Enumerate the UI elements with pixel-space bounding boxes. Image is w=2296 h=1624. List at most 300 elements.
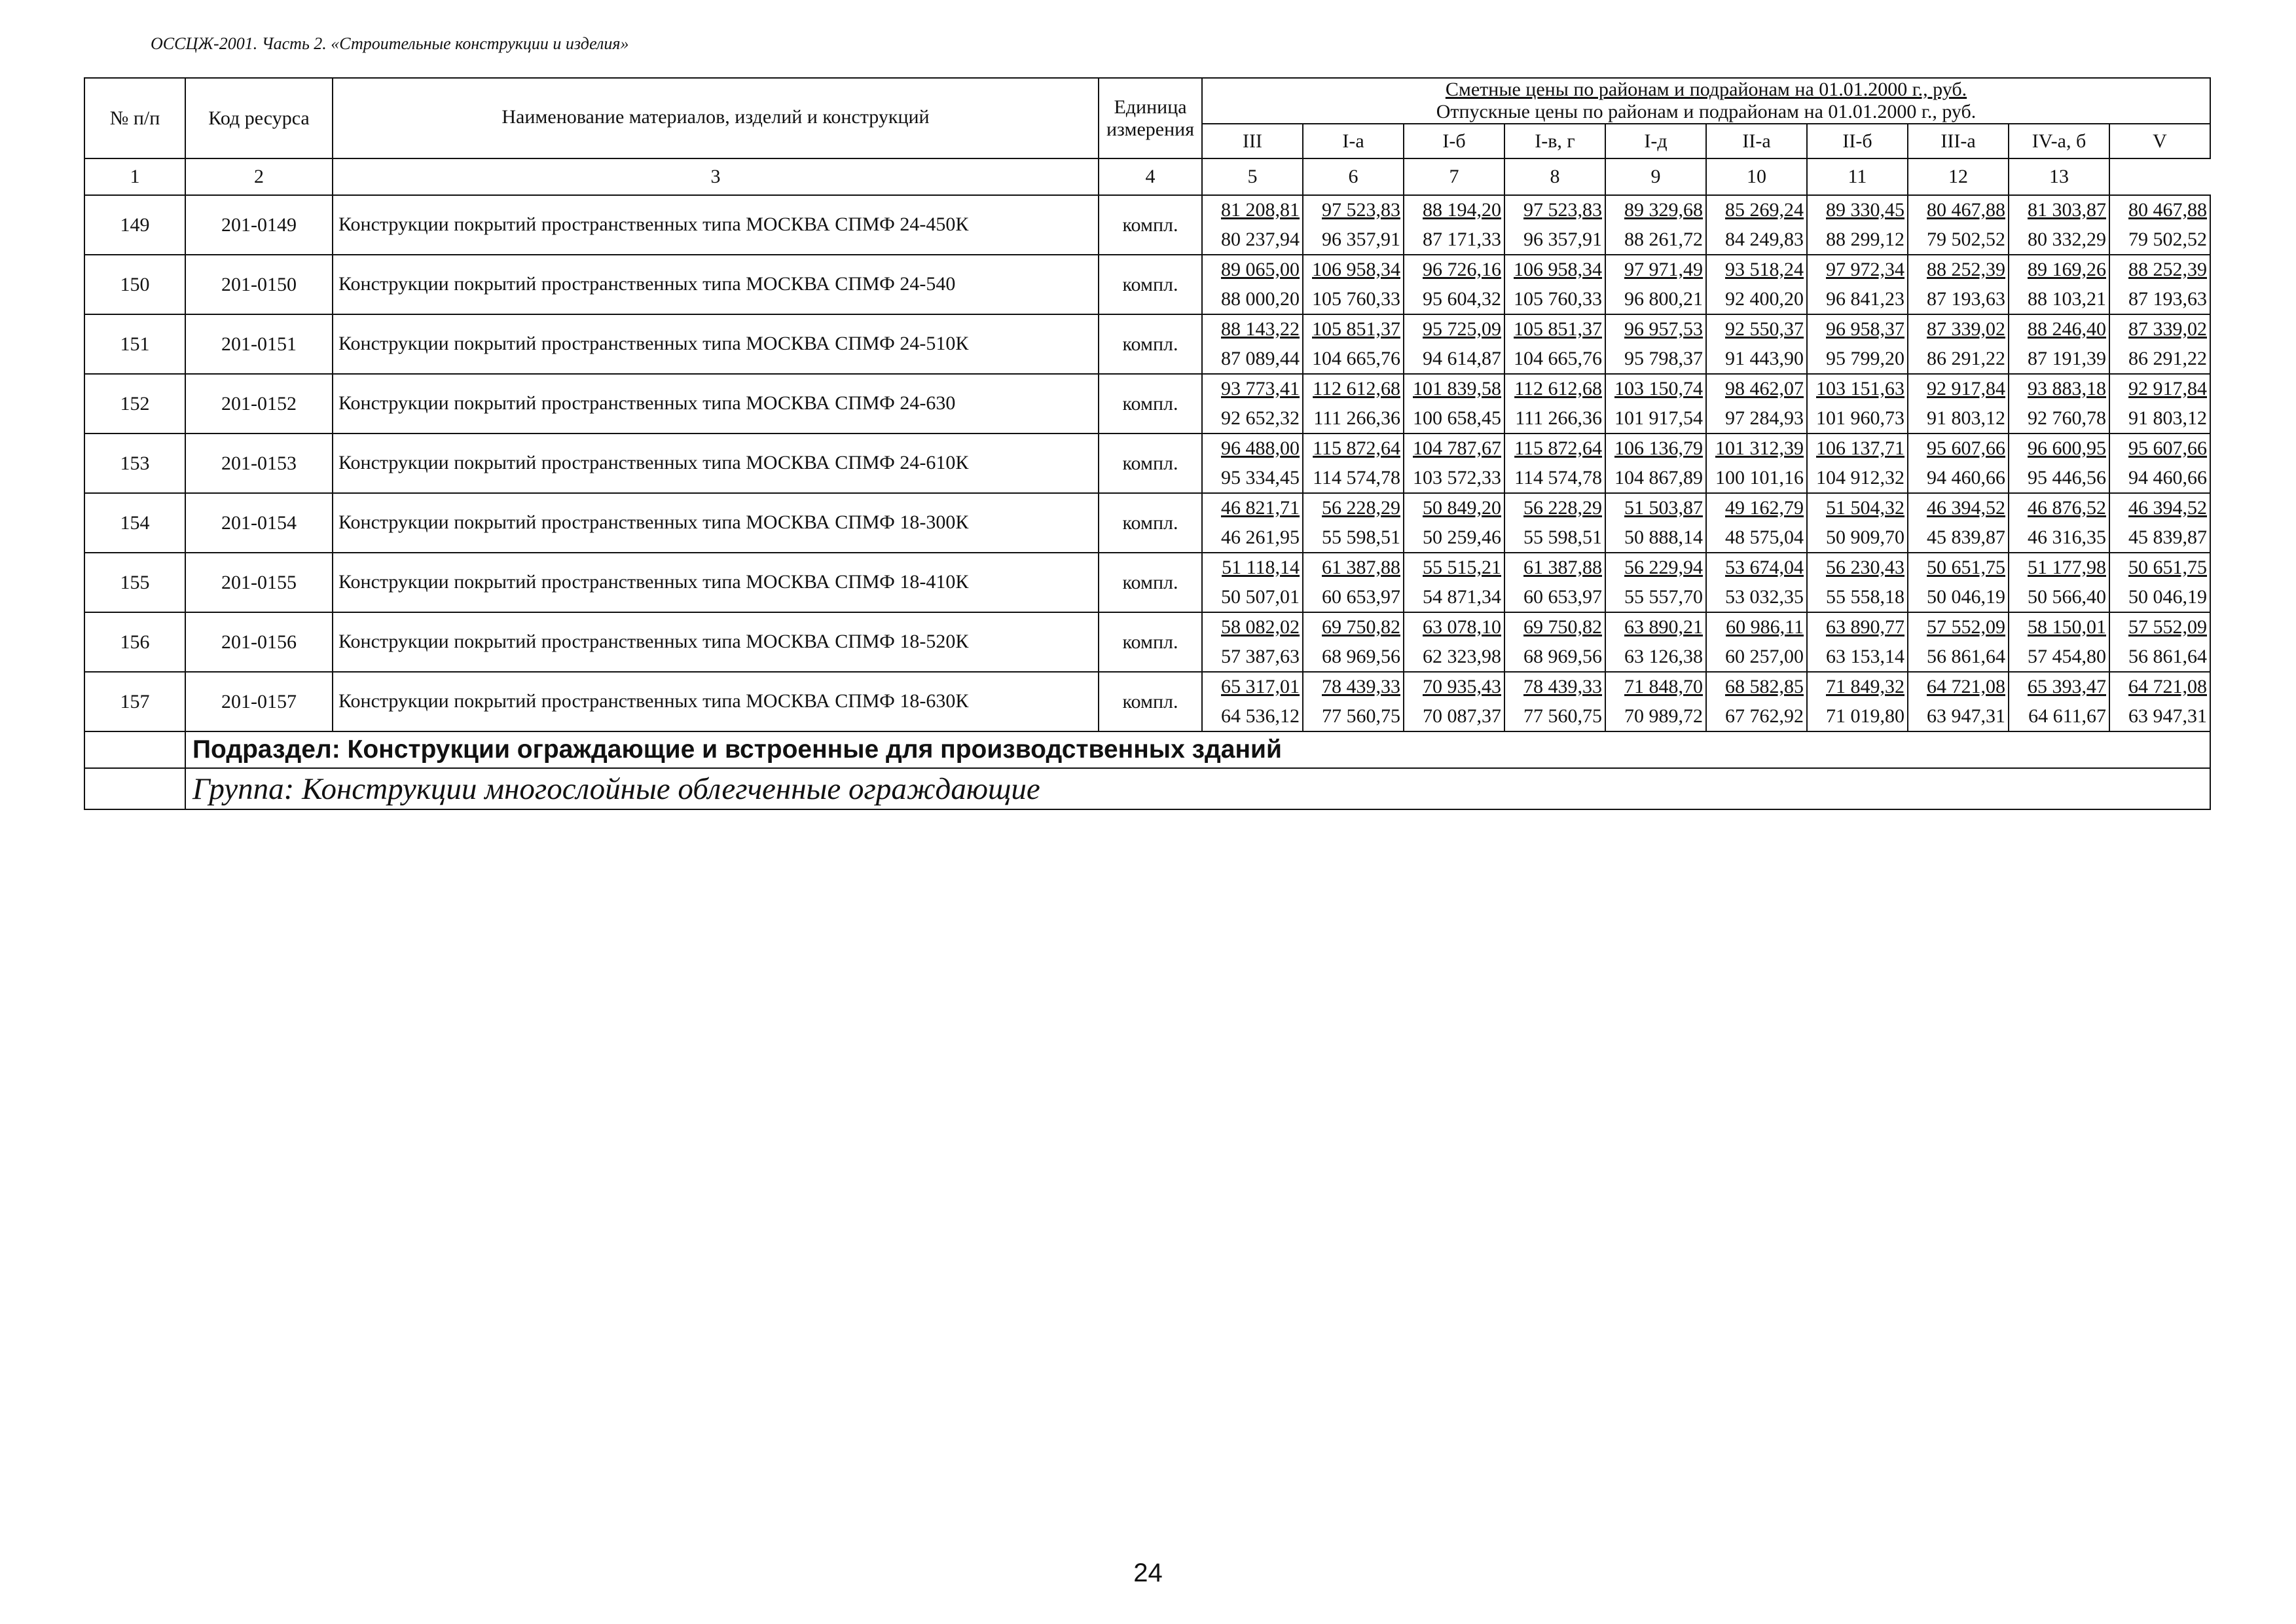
release-price: 87 171,33 [1423, 228, 1501, 250]
column-number: 13 [2009, 158, 2109, 195]
estimate-price: 96 957,53 [1624, 318, 1703, 340]
release-price: 95 604,32 [1423, 287, 1501, 310]
release-price: 96 800,21 [1624, 287, 1703, 310]
column-number: 4 [1099, 158, 1202, 195]
price-cell [2109, 493, 2210, 553]
estimate-price: 98 462,07 [1725, 378, 1804, 399]
estimate-price: 88 252,39 [2128, 259, 2207, 280]
price-cell [1404, 314, 1504, 374]
price-cell [1404, 672, 1504, 731]
price-cell [1303, 493, 1404, 553]
estimate-price: 61 387,88 [1523, 557, 1602, 578]
estimate-price: 56 228,29 [1523, 497, 1602, 519]
price-cell [1303, 374, 1404, 434]
release-price: 62 323,98 [1423, 645, 1501, 667]
table-row [84, 374, 2210, 434]
price-cell [1404, 195, 1504, 255]
column-number: 11 [1807, 158, 1908, 195]
row-index: 150 [84, 255, 185, 314]
release-price: 91 443,90 [1725, 347, 1804, 369]
release-price: 88 261,72 [1624, 228, 1703, 250]
estimate-price: 71 849,32 [1826, 676, 1904, 697]
price-cell [1706, 612, 1807, 672]
release-price: 114 574,78 [1313, 466, 1400, 489]
estimate-price: 69 750,82 [1523, 616, 1602, 638]
estimate-price: 51 503,87 [1624, 497, 1703, 519]
table-row [84, 672, 2210, 731]
release-price: 50 566,40 [2028, 585, 2106, 608]
estimate-price: 68 582,85 [1725, 676, 1804, 697]
release-price: 50 259,46 [1423, 526, 1501, 548]
price-cell [1504, 374, 1605, 434]
release-price: 63 153,14 [1826, 645, 1904, 667]
price-cell [1202, 374, 1303, 434]
price-cell [1706, 374, 1807, 434]
release-price: 55 557,70 [1624, 585, 1703, 608]
item-name: Конструкции покрытий пространственных типа МОСКВА СПМФ 24-540 [333, 255, 1099, 314]
price-cell [2109, 553, 2210, 612]
estimate-price: 92 917,84 [1927, 378, 2005, 399]
price-cell [1605, 493, 1706, 553]
estimate-price: 104 787,67 [1413, 437, 1501, 459]
unit: компл. [1099, 195, 1202, 255]
column-number: 8 [1504, 158, 1605, 195]
release-price: 111 266,36 [1313, 407, 1400, 429]
estimate-price: 115 872,64 [1514, 437, 1602, 459]
estimate-price: 88 143,22 [1221, 318, 1300, 340]
release-price: 87 193,63 [2128, 287, 2207, 310]
item-name: Конструкции покрытий пространственных типа МОСКВА СПМФ 24-610К [333, 434, 1099, 493]
estimate-price: 58 150,01 [2028, 616, 2106, 638]
price-cell [1605, 255, 1706, 314]
estimate-price: 97 971,49 [1624, 259, 1703, 280]
release-price: 77 560,75 [1523, 705, 1602, 727]
release-price: 77 560,75 [1322, 705, 1400, 727]
subsection-title: Подраздел: Конструкции ограждающие и встроенные для производственных зданий [185, 731, 2210, 768]
region-header: II-а [1706, 124, 1807, 158]
estimate-price: 63 078,10 [1423, 616, 1501, 638]
column-number: 1 [84, 158, 185, 195]
release-price: 80 332,29 [2028, 228, 2106, 250]
release-price: 55 558,18 [1826, 585, 1904, 608]
release-price: 63 947,31 [2128, 705, 2207, 727]
estimate-price: 57 552,09 [1927, 616, 2005, 638]
price-cell [1807, 314, 1908, 374]
release-price: 56 861,64 [2128, 645, 2207, 667]
page-number: 24 [1133, 1559, 1163, 1587]
table-row [84, 493, 2210, 553]
estimate-price: 96 600,95 [2028, 437, 2106, 459]
price-cell [2009, 672, 2109, 731]
header-prices-line2: Отпускные цены по районам и подрайонам на 01.01.2000 г., руб. [1436, 101, 1977, 122]
release-price: 53 032,35 [1725, 585, 1804, 608]
release-price: 96 357,91 [1523, 228, 1602, 250]
price-cell [1404, 612, 1504, 672]
release-price: 101 960,73 [1816, 407, 1904, 429]
release-price: 91 803,12 [1927, 407, 2005, 429]
header-name: Наименование материалов, изделий и конструкций [333, 78, 1099, 158]
estimate-price: 63 890,77 [1826, 616, 1904, 638]
table-row [84, 195, 2210, 255]
release-price: 46 261,95 [1221, 526, 1300, 548]
release-price: 55 598,51 [1523, 526, 1602, 548]
region-header: I-в, г [1504, 124, 1605, 158]
unit: компл. [1099, 434, 1202, 493]
release-price: 87 193,63 [1927, 287, 2005, 310]
estimate-price: 88 246,40 [2028, 318, 2106, 340]
estimate-price: 88 252,39 [1927, 259, 2005, 280]
release-price: 95 446,56 [2028, 466, 2106, 489]
release-price: 103 572,33 [1413, 466, 1501, 489]
price-cell [1807, 374, 1908, 434]
release-price: 95 799,20 [1826, 347, 1904, 369]
release-price: 57 454,80 [2028, 645, 2106, 667]
resource-code: 201-0154 [185, 493, 333, 553]
release-price: 63 947,31 [1927, 705, 2005, 727]
region-header: V [2109, 124, 2210, 158]
release-price: 48 575,04 [1725, 526, 1804, 548]
region-header: I-а [1303, 124, 1404, 158]
release-price: 94 460,66 [2128, 466, 2207, 489]
price-cell [1303, 255, 1404, 314]
item-name: Конструкции покрытий пространственных типа МОСКВА СПМФ 18-300К [333, 493, 1099, 553]
estimate-price: 49 162,79 [1725, 497, 1804, 519]
release-price: 45 839,87 [1927, 526, 2005, 548]
estimate-price: 58 082,02 [1221, 616, 1300, 638]
estimate-price: 101 839,58 [1413, 378, 1501, 399]
price-cell [2109, 434, 2210, 493]
release-price: 105 760,33 [1312, 287, 1400, 310]
release-price: 95 334,45 [1221, 466, 1300, 489]
release-price: 64 536,12 [1221, 705, 1300, 727]
estimate-price: 96 488,00 [1221, 437, 1300, 459]
price-cell [2009, 434, 2109, 493]
price-cell [1504, 434, 1605, 493]
row-index: 154 [84, 493, 185, 553]
estimate-price: 57 552,09 [2128, 616, 2207, 638]
release-price: 96 357,91 [1322, 228, 1400, 250]
price-cell [1202, 553, 1303, 612]
item-name: Конструкции покрытий пространственных типа МОСКВА СПМФ 24-630 [333, 374, 1099, 434]
column-number: 2 [185, 158, 333, 195]
item-name: Конструкции покрытий пространственных типа МОСКВА СПМФ 18-410К [333, 553, 1099, 612]
unit: компл. [1099, 374, 1202, 434]
release-price: 96 841,23 [1826, 287, 1904, 310]
price-cell [1605, 612, 1706, 672]
header-prices [1202, 78, 2210, 124]
price-cell [1404, 553, 1504, 612]
price-cell [1202, 612, 1303, 672]
estimate-price: 103 150,74 [1614, 378, 1703, 399]
estimate-price: 106 958,34 [1312, 259, 1400, 280]
price-cell [1807, 553, 1908, 612]
estimate-price: 64 721,08 [2128, 676, 2207, 697]
price-cell [2109, 672, 2210, 731]
release-price: 95 798,37 [1624, 347, 1703, 369]
release-price: 55 598,51 [1322, 526, 1400, 548]
estimate-price: 51 177,98 [2028, 557, 2106, 578]
header-prices-line1: Сметные цены по районам и подрайонам на 01.01.2000 г., руб. [1445, 79, 1967, 100]
estimate-price: 87 339,02 [1927, 318, 2005, 340]
price-cell [1706, 493, 1807, 553]
price-cell [2009, 255, 2109, 314]
unit: компл. [1099, 553, 1202, 612]
release-price: 50 888,14 [1624, 526, 1703, 548]
price-cell [2109, 374, 2210, 434]
estimate-price: 71 848,70 [1624, 676, 1703, 697]
estimate-price: 81 303,87 [2028, 199, 2106, 221]
region-header: II-б [1807, 124, 1908, 158]
price-cell [1303, 553, 1404, 612]
price-cell [2009, 612, 2109, 672]
estimate-price: 95 607,66 [1927, 437, 2005, 459]
price-cell [1202, 434, 1303, 493]
estimate-price: 65 317,01 [1221, 676, 1300, 697]
release-price: 50 046,19 [2128, 585, 2207, 608]
estimate-price: 103 151,63 [1816, 378, 1904, 399]
table-body [84, 195, 2210, 731]
table-row [84, 553, 2210, 612]
release-price: 92 400,20 [1725, 287, 1804, 310]
price-cell [1706, 434, 1807, 493]
row-index: 155 [84, 553, 185, 612]
price-cell [1504, 493, 1605, 553]
estimate-price: 56 228,29 [1322, 497, 1400, 519]
price-cell [1303, 314, 1404, 374]
price-cell [1303, 434, 1404, 493]
column-number: 12 [1908, 158, 2009, 195]
estimate-price: 93 518,24 [1725, 259, 1804, 280]
estimate-price: 61 387,88 [1322, 557, 1400, 578]
release-price: 88 103,21 [2028, 287, 2106, 310]
unit: компл. [1099, 612, 1202, 672]
resource-code: 201-0153 [185, 434, 333, 493]
price-cell [1504, 314, 1605, 374]
price-cell [1908, 434, 2009, 493]
estimate-price: 95 607,66 [2128, 437, 2207, 459]
price-cell [1605, 672, 1706, 731]
estimate-price: 51 118,14 [1222, 557, 1300, 578]
resource-code: 201-0151 [185, 314, 333, 374]
estimate-price: 106 958,34 [1514, 259, 1602, 280]
price-cell [1807, 255, 1908, 314]
release-price: 91 803,12 [2128, 407, 2207, 429]
table-row [84, 255, 2210, 314]
estimate-price: 65 393,47 [2028, 676, 2106, 697]
price-cell [1605, 434, 1706, 493]
unit: компл. [1099, 672, 1202, 731]
region-header: III [1202, 124, 1303, 158]
release-price: 94 614,87 [1423, 347, 1501, 369]
region-header: I-д [1605, 124, 1706, 158]
estimate-price: 89 329,68 [1624, 199, 1703, 221]
row-index: 152 [84, 374, 185, 434]
release-price: 84 249,83 [1725, 228, 1804, 250]
estimate-price: 50 651,75 [2128, 557, 2207, 578]
item-name: Конструкции покрытий пространственных типа МОСКВА СПМФ 18-520К [333, 612, 1099, 672]
region-header: III-а [1908, 124, 2009, 158]
group-title: Группа: Конструкции многослойные облегченные ограждающие [185, 768, 2210, 809]
release-price: 50 046,19 [1927, 585, 2005, 608]
release-price: 104 867,89 [1614, 466, 1703, 489]
price-cell [1504, 255, 1605, 314]
price-cell [1605, 314, 1706, 374]
price-cell [1908, 255, 2009, 314]
release-price: 80 237,94 [1221, 228, 1300, 250]
release-price: 88 299,12 [1826, 228, 1904, 250]
price-cell [1404, 493, 1504, 553]
unit: компл. [1099, 255, 1202, 314]
row-index: 151 [84, 314, 185, 374]
estimate-price: 69 750,82 [1322, 616, 1400, 638]
release-price: 100 101,16 [1715, 466, 1804, 489]
estimate-price: 50 849,20 [1423, 497, 1501, 519]
estimate-price: 92 917,84 [2128, 378, 2207, 399]
estimate-price: 97 972,34 [1826, 259, 1904, 280]
release-price: 60 257,00 [1725, 645, 1804, 667]
estimate-price: 63 890,21 [1624, 616, 1703, 638]
price-cell [1908, 553, 2009, 612]
release-price: 50 909,70 [1826, 526, 1904, 548]
estimate-price: 46 394,52 [2128, 497, 2207, 519]
release-price: 87 191,39 [2028, 347, 2106, 369]
region-header: IV-а, б [2009, 124, 2109, 158]
row-index: 157 [84, 672, 185, 731]
resource-code: 201-0149 [185, 195, 333, 255]
release-price: 111 266,36 [1515, 407, 1602, 429]
price-cell [1908, 672, 2009, 731]
table-row [84, 612, 2210, 672]
release-price: 63 126,38 [1624, 645, 1703, 667]
price-cell [1504, 553, 1605, 612]
release-price: 94 460,66 [1927, 466, 2005, 489]
price-cell [2109, 314, 2210, 374]
price-table [84, 77, 2211, 810]
estimate-price: 92 550,37 [1725, 318, 1804, 340]
estimate-price: 56 229,94 [1624, 557, 1703, 578]
header-idx: № п/п [84, 78, 185, 158]
table-row [84, 434, 2210, 493]
release-price: 54 871,34 [1423, 585, 1501, 608]
region-header: I-б [1404, 124, 1504, 158]
group-spacer [84, 768, 185, 809]
estimate-price: 89 330,45 [1826, 199, 1904, 221]
estimate-price: 46 821,71 [1221, 497, 1300, 519]
price-cell [1807, 612, 1908, 672]
estimate-price: 56 230,43 [1826, 557, 1904, 578]
price-cell [1807, 493, 1908, 553]
estimate-price: 95 725,09 [1423, 318, 1501, 340]
release-price: 87 089,44 [1221, 347, 1300, 369]
estimate-price: 97 523,83 [1523, 199, 1602, 221]
price-cell [1908, 612, 2009, 672]
estimate-price: 106 137,71 [1816, 437, 1904, 459]
estimate-price: 78 439,33 [1322, 676, 1400, 697]
price-cell [1202, 314, 1303, 374]
release-price: 114 574,78 [1514, 466, 1602, 489]
column-number: 9 [1605, 158, 1706, 195]
price-cell [1202, 493, 1303, 553]
row-index: 156 [84, 612, 185, 672]
release-price: 104 665,76 [1514, 347, 1602, 369]
price-cell [1807, 434, 1908, 493]
table-row [84, 314, 2210, 374]
release-price: 67 762,92 [1725, 705, 1804, 727]
estimate-price: 51 504,32 [1826, 497, 1904, 519]
release-price: 68 969,56 [1322, 645, 1400, 667]
release-price: 57 387,63 [1221, 645, 1300, 667]
release-price: 64 611,67 [2028, 705, 2106, 727]
estimate-price: 46 394,52 [1927, 497, 2005, 519]
item-name: Конструкции покрытий пространственных типа МОСКВА СПМФ 18-630К [333, 672, 1099, 731]
estimate-price: 70 935,43 [1423, 676, 1501, 697]
estimate-price: 87 339,02 [2128, 318, 2207, 340]
estimate-price: 50 651,75 [1927, 557, 2005, 578]
price-cell [1605, 374, 1706, 434]
estimate-price: 93 773,41 [1221, 378, 1300, 399]
price-cell [2109, 612, 2210, 672]
estimate-price: 89 065,00 [1221, 259, 1300, 280]
estimate-price: 112 612,68 [1313, 378, 1400, 399]
estimate-price: 78 439,33 [1523, 676, 1602, 697]
price-cell [1908, 374, 2009, 434]
estimate-price: 96 958,37 [1826, 318, 1904, 340]
release-price: 100 658,45 [1413, 407, 1501, 429]
release-price: 92 760,78 [2028, 407, 2106, 429]
estimate-price: 106 136,79 [1614, 437, 1703, 459]
estimate-price: 60 986,11 [1726, 616, 1804, 638]
price-cell [1504, 612, 1605, 672]
price-cell [2009, 195, 2109, 255]
release-price: 46 316,35 [2028, 526, 2106, 548]
estimate-price: 80 467,88 [1927, 199, 2005, 221]
price-cell [1303, 672, 1404, 731]
subsection-spacer [84, 731, 185, 768]
release-price: 92 652,32 [1221, 407, 1300, 429]
header-unit: Единица измерения [1099, 78, 1202, 158]
price-cell [2009, 553, 2109, 612]
estimate-price: 96 726,16 [1423, 259, 1501, 280]
price-cell [1404, 255, 1504, 314]
price-cell [1706, 255, 1807, 314]
price-cell [1605, 195, 1706, 255]
price-cell [1908, 314, 2009, 374]
release-price: 79 502,52 [1927, 228, 2005, 250]
price-cell [2109, 195, 2210, 255]
release-price: 70 989,72 [1624, 705, 1703, 727]
price-cell [1605, 553, 1706, 612]
price-cell [1706, 672, 1807, 731]
price-cell [2109, 255, 2210, 314]
price-cell [1908, 195, 2009, 255]
resource-code: 201-0157 [185, 672, 333, 731]
price-cell [1807, 195, 1908, 255]
price-cell [2009, 493, 2109, 553]
release-price: 60 653,97 [1523, 585, 1602, 608]
price-cell [1706, 553, 1807, 612]
resource-code: 201-0156 [185, 612, 333, 672]
release-price: 86 291,22 [2128, 347, 2207, 369]
estimate-price: 97 523,83 [1322, 199, 1400, 221]
unit: компл. [1099, 493, 1202, 553]
row-index: 149 [84, 195, 185, 255]
release-price: 50 507,01 [1221, 585, 1300, 608]
price-cell [1303, 195, 1404, 255]
column-number: 10 [1706, 158, 1807, 195]
release-price: 104 665,76 [1312, 347, 1400, 369]
release-price: 70 087,37 [1423, 705, 1501, 727]
price-cell [1404, 374, 1504, 434]
